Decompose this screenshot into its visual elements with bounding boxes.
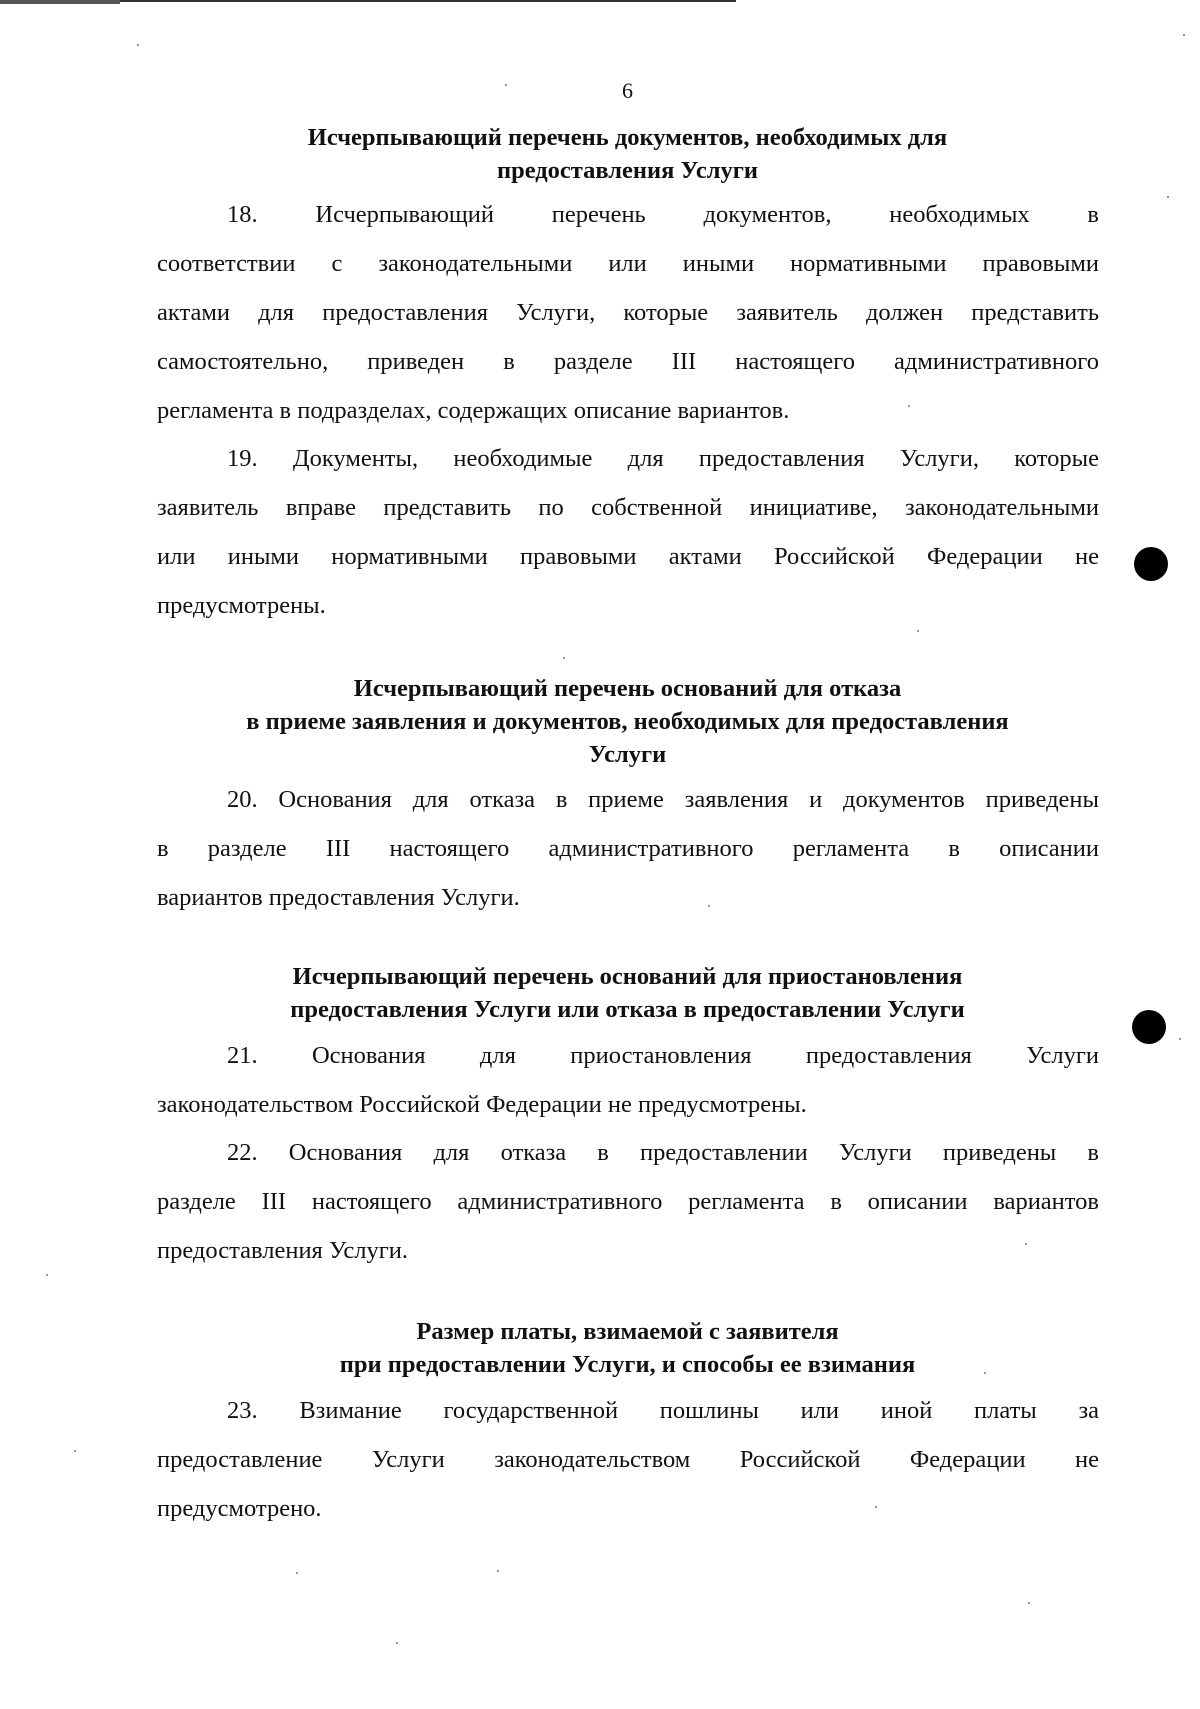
paragraph-line: 18. Исчерпывающий перечень документов, необходимых в <box>227 201 1099 228</box>
heading-line: предоставления Услуги <box>497 157 758 184</box>
scan-speck <box>1025 1243 1027 1245</box>
section-heading-suspension <box>155 960 1100 1026</box>
punch-hole-dot <box>1132 1010 1166 1044</box>
paragraph-line: законодательством Российской Федерации не предусмотрены. <box>157 1091 807 1118</box>
paragraph-21 <box>157 1031 1099 1129</box>
paragraph-line: в разделе III настоящего административного регламента в описании <box>157 835 1099 862</box>
paragraph-line: 20. Основания для отказа в приеме заявления и документов приведены <box>227 786 1099 813</box>
paragraph-line: 22. Основания для отказа в предоставлении Услуги приведены в <box>227 1139 1099 1166</box>
heading-line: в приеме заявления и документов, необходимых для предоставления <box>246 708 1009 735</box>
scan-speck <box>46 1274 48 1276</box>
heading-line: Исчерпывающий перечень документов, необходимых для <box>307 124 948 151</box>
paragraph-line: 21. Основания для приостановления предоставления Услуги <box>227 1042 1099 1069</box>
scan-speck <box>396 1642 398 1644</box>
paragraph-line: соответствии с законодательными или иными нормативными правовыми <box>157 250 1099 277</box>
heading-line: Размер платы, взимаемой с заявителя <box>416 1318 839 1345</box>
paragraph-line: 19. Документы, необходимые для предоставления Услуги, которые <box>227 445 1099 472</box>
scan-speck <box>137 44 139 46</box>
punch-hole-dot <box>1134 547 1168 581</box>
scan-top-edge-mark <box>0 0 120 4</box>
scan-speck <box>917 630 919 632</box>
heading-line: Услуги <box>588 741 667 768</box>
paragraph-line: предусмотрены. <box>157 592 326 619</box>
heading-line: Исчерпывающий перечень оснований для приостановления <box>292 963 963 990</box>
scan-speck <box>708 905 710 907</box>
page-number: 6 <box>622 78 633 103</box>
paragraph-line: 23. Взимание государственной пошлины или иной платы за <box>227 1397 1099 1424</box>
paragraph-line: предоставления Услуги. <box>157 1237 408 1264</box>
paragraph-23 <box>157 1386 1099 1533</box>
section-heading-refusal-acceptance <box>155 672 1100 771</box>
heading-line: при предоставлении Услуги, и способы ее взимания <box>339 1351 916 1378</box>
scan-speck <box>1183 34 1185 36</box>
scan-speck <box>1179 1038 1181 1040</box>
scan-speck <box>505 84 507 86</box>
section-heading-fee <box>155 1315 1100 1381</box>
scan-speck <box>875 1506 877 1508</box>
paragraph-22 <box>157 1128 1099 1275</box>
paragraph-line: самостоятельно, приведен в разделе III настоящего административного <box>157 348 1099 375</box>
paragraph-line: или иными нормативными правовыми актами Российской Федерации не <box>157 543 1099 570</box>
paragraph-19 <box>157 434 1099 630</box>
scan-speck <box>296 1572 298 1574</box>
heading-line: Исчерпывающий перечень оснований для отказа <box>353 675 902 702</box>
scan-speck <box>984 1372 986 1374</box>
scan-speck <box>563 657 565 659</box>
paragraph-line: предусмотрено. <box>157 1495 322 1522</box>
paragraph-line: регламента в подразделах, содержащих описание вариантов. <box>157 397 790 424</box>
scan-speck <box>74 1450 76 1452</box>
scan-speck <box>908 405 910 407</box>
paragraph-line: актами для предоставления Услуги, которые заявитель должен представить <box>157 299 1099 326</box>
section-heading-documents <box>155 121 1100 187</box>
paragraph-line: предоставление Услуги законодательством Российской Федерации не <box>157 1446 1099 1473</box>
paragraph-line: вариантов предоставления Услуги. <box>157 884 520 911</box>
paragraph-line: разделе III настоящего административного регламента в описании вариантов <box>157 1188 1099 1215</box>
scan-speck <box>497 1570 499 1572</box>
paragraph-18 <box>157 190 1099 435</box>
paragraph-20 <box>157 775 1099 922</box>
paragraph-line: заявитель вправе представить по собственной инициативе, законодательными <box>157 494 1099 521</box>
scan-speck <box>1028 1602 1030 1604</box>
scan-speck <box>1167 196 1169 198</box>
heading-line: предоставления Услуги или отказа в предоставлении Услуги <box>290 996 965 1023</box>
